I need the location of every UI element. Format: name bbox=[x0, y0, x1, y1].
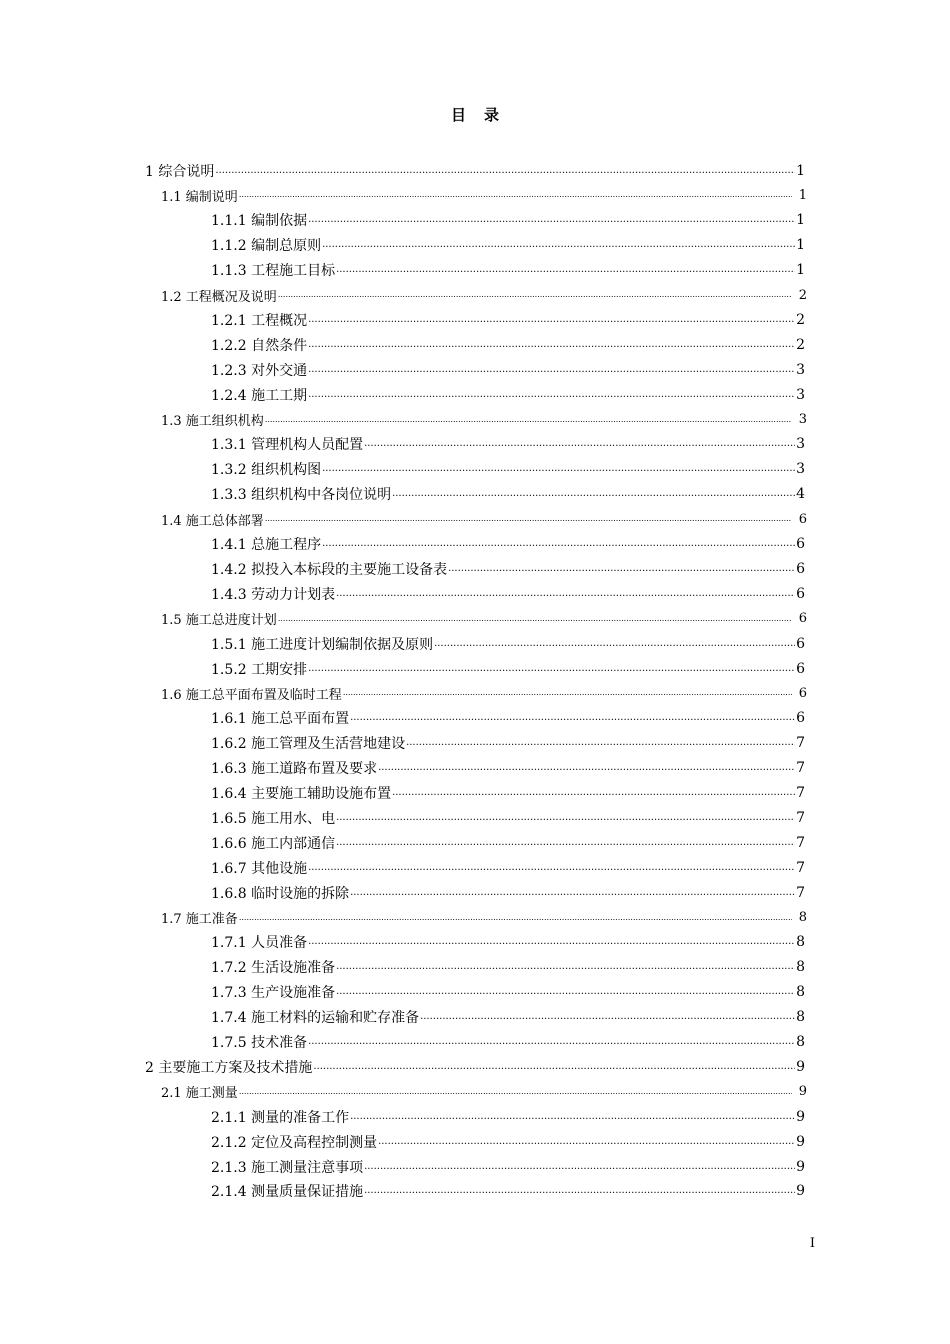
toc-entry-page: 7 bbox=[796, 760, 805, 777]
toc-entry-label: 1.1.3 工程施工目标 bbox=[211, 263, 336, 280]
toc-entry[interactable] bbox=[211, 706, 805, 731]
toc-entry-page: 8 bbox=[798, 910, 807, 925]
toc-entry-page: 7 bbox=[796, 809, 805, 826]
toc-leader-dots bbox=[308, 1037, 795, 1047]
toc-entry-page: 3 bbox=[796, 386, 805, 403]
toc-entry-page: 9 bbox=[796, 1108, 805, 1125]
toc-entry-label: 1.3.1 管理机构人员配置 bbox=[211, 437, 364, 454]
toc-entry-label: 1.1.2 编制总原则 bbox=[211, 238, 322, 255]
toc-entry-label: 1.2.3 对外交通 bbox=[211, 362, 308, 379]
toc-entry-label: 1.6.5 施工用水、电 bbox=[211, 810, 336, 827]
toc-leader-dots bbox=[350, 888, 795, 898]
toc-entry-label: 1.7.2 生活设施准备 bbox=[211, 960, 336, 977]
toc-leader-dots bbox=[406, 738, 795, 748]
footer-page-number: I bbox=[809, 1236, 815, 1251]
toc-entry-label: 1.2.1 工程概况 bbox=[211, 312, 308, 329]
toc-entry[interactable] bbox=[211, 1030, 805, 1055]
toc-entry[interactable] bbox=[211, 781, 805, 806]
toc-leader-dots bbox=[392, 489, 795, 499]
toc-entry[interactable] bbox=[211, 357, 805, 382]
toc-entry[interactable] bbox=[161, 905, 807, 930]
toc-entry-label: 1.7.5 技术准备 bbox=[211, 1035, 308, 1051]
toc-leader-dots bbox=[434, 639, 795, 649]
toc-entry[interactable] bbox=[161, 681, 807, 706]
toc-leader-dots bbox=[448, 564, 795, 574]
toc-entry-page: 2 bbox=[796, 311, 805, 328]
toc-leader-dots bbox=[322, 464, 795, 474]
toc-entry-page: 7 bbox=[796, 834, 805, 851]
toc-entry[interactable] bbox=[211, 731, 805, 756]
toc-entry-label: 1.3.2 组织机构图 bbox=[211, 462, 322, 479]
toc-entry-page: 6 bbox=[796, 536, 805, 552]
toc-entry-page: 6 bbox=[796, 660, 805, 677]
toc-entry[interactable] bbox=[211, 631, 805, 656]
toc-leader-dots bbox=[239, 191, 792, 199]
toc-entry[interactable] bbox=[211, 208, 805, 233]
toc-entry[interactable] bbox=[211, 233, 805, 258]
toc-entry[interactable] bbox=[211, 1005, 805, 1030]
page-title bbox=[0, 104, 950, 125]
toc-leader-dots bbox=[322, 240, 795, 250]
toc-entry[interactable] bbox=[211, 382, 805, 407]
toc-entry-label: 1.6.7 其他设施 bbox=[211, 860, 308, 877]
toc-entry-label: 1.4.1 总施工程序 bbox=[211, 537, 322, 553]
toc-entry[interactable] bbox=[211, 482, 805, 507]
toc-leader-dots bbox=[215, 166, 795, 176]
page-title-part2: 录 bbox=[484, 106, 500, 124]
toc-entry-label: 1.5 施工总进度计划 bbox=[161, 613, 277, 629]
toc-leader-dots bbox=[265, 416, 792, 424]
toc-entry-page: 9 bbox=[796, 1158, 805, 1175]
toc-entry[interactable] bbox=[161, 507, 807, 532]
toc-leader-dots bbox=[420, 1012, 795, 1022]
toc-entry-page: 8 bbox=[796, 1034, 805, 1050]
toc-entry-page: 4 bbox=[796, 486, 805, 503]
toc-leader-dots bbox=[364, 1162, 795, 1172]
toc-leader-dots bbox=[378, 763, 795, 773]
toc-leader-dots bbox=[308, 664, 795, 674]
toc-entry[interactable] bbox=[145, 158, 805, 183]
toc-leader-dots bbox=[308, 340, 795, 350]
toc-leader-dots bbox=[239, 914, 792, 922]
toc-entry-label: 1.5.2 工期安排 bbox=[211, 661, 308, 678]
toc-entry-page: 7 bbox=[796, 785, 805, 801]
toc-entry-label: 1.7.3 生产设施准备 bbox=[211, 985, 336, 1002]
toc-entry[interactable] bbox=[211, 1104, 805, 1129]
toc-entry-label: 2.1.4 测量质量保证措施 bbox=[211, 1184, 364, 1201]
toc-leader-dots bbox=[378, 1137, 795, 1147]
toc-entry-label: 2.1.1 测量的准备工作 bbox=[211, 1109, 350, 1126]
toc-entry[interactable] bbox=[145, 1054, 805, 1079]
toc-entry-label: 1.3.3 组织机构中各岗位说明 bbox=[211, 487, 392, 504]
toc-entry-page: 1 bbox=[798, 187, 807, 203]
toc-entry[interactable] bbox=[211, 1179, 805, 1204]
toc-entry-label: 1.1.1 编制依据 bbox=[211, 213, 308, 230]
toc-entry-label: 2.1.3 施工测量注意事项 bbox=[211, 1159, 364, 1176]
toc-entry-page: 8 bbox=[796, 984, 805, 1001]
toc-leader-dots bbox=[364, 439, 795, 449]
toc-entry-page: 1 bbox=[796, 212, 805, 229]
toc-leader-dots bbox=[308, 315, 795, 325]
toc-leader-dots bbox=[336, 987, 795, 997]
toc-entry-label: 1.5.1 施工进度计划编制依据及原则 bbox=[211, 636, 434, 653]
toc-entry-page: 1 bbox=[796, 262, 805, 279]
toc-entry-page: 7 bbox=[796, 735, 805, 752]
toc-entry-label: 1.4.3 劳动力计划表 bbox=[211, 586, 336, 603]
toc-entry-label: 2.1.2 定位及高程控制测量 bbox=[211, 1134, 378, 1151]
toc-leader-dots bbox=[336, 813, 795, 823]
toc-entry-page: 6 bbox=[796, 635, 805, 652]
toc-entry-page: 6 bbox=[798, 685, 807, 701]
toc-entry-label: 1.1 编制说明 bbox=[161, 189, 238, 205]
toc-leader-dots bbox=[336, 962, 795, 972]
toc-entry-page: 6 bbox=[796, 710, 805, 727]
toc-entry-label: 1.4 施工总体部署 bbox=[161, 513, 264, 529]
toc-entry[interactable] bbox=[211, 532, 805, 557]
toc-leader-dots bbox=[313, 1062, 795, 1072]
toc-leader-dots bbox=[392, 788, 795, 798]
toc-entry-page: 1 bbox=[796, 162, 805, 179]
toc-leader-dots bbox=[343, 689, 792, 697]
toc-entry-page: 2 bbox=[798, 287, 807, 303]
toc-leader-dots bbox=[364, 1186, 795, 1196]
toc-entry-page: 6 bbox=[798, 511, 807, 527]
toc-entry[interactable] bbox=[211, 258, 805, 283]
toc-entry-page: 6 bbox=[798, 611, 807, 627]
toc-entry-label: 1.7.1 人员准备 bbox=[211, 935, 308, 952]
toc-leader-dots bbox=[239, 1088, 792, 1096]
toc-entry[interactable] bbox=[211, 432, 805, 457]
toc-leader-dots bbox=[308, 937, 795, 947]
toc-entry[interactable] bbox=[211, 830, 805, 855]
toc-entry-label: 1.6.6 施工内部通信 bbox=[211, 835, 336, 852]
toc-leader-dots bbox=[336, 265, 795, 275]
toc-entry-label: 1.6.4 主要施工辅助设施布置 bbox=[211, 786, 392, 802]
toc-leader-dots bbox=[265, 515, 792, 523]
toc-entry-page: 7 bbox=[796, 884, 805, 901]
toc-entry-page: 8 bbox=[796, 934, 805, 951]
toc-entry[interactable] bbox=[211, 332, 805, 357]
toc-entry[interactable] bbox=[211, 805, 805, 830]
toc-entry-label: 1.6.3 施工道路布置及要求 bbox=[211, 761, 378, 778]
toc-leader-dots bbox=[308, 863, 795, 873]
toc-leader-dots bbox=[308, 390, 795, 400]
toc-entry[interactable] bbox=[161, 606, 807, 631]
toc-entry-page: 7 bbox=[796, 859, 805, 876]
toc-entry-page: 9 bbox=[798, 1084, 807, 1100]
toc-entry-label: 1 综合说明 bbox=[145, 163, 215, 180]
toc-leader-dots bbox=[278, 615, 792, 623]
toc-entry[interactable] bbox=[161, 407, 807, 432]
toc-leader-dots bbox=[278, 291, 792, 299]
toc-entry-label: 1.7 施工准备 bbox=[161, 912, 238, 927]
toc-entry-page: 8 bbox=[796, 1009, 805, 1026]
toc-entry[interactable] bbox=[211, 855, 805, 880]
toc-entry[interactable] bbox=[211, 556, 805, 581]
toc-entry-label: 1.6.2 施工管理及生活营地建设 bbox=[211, 736, 406, 753]
toc-entry[interactable] bbox=[211, 880, 805, 905]
toc-entry-label: 1.3 施工组织机构 bbox=[161, 414, 264, 429]
toc-leader-dots bbox=[336, 838, 795, 848]
page-title-part1: 目 bbox=[450, 106, 466, 124]
toc-entry[interactable] bbox=[211, 457, 805, 482]
toc-entry[interactable] bbox=[161, 183, 807, 208]
toc-entry[interactable] bbox=[211, 1154, 805, 1179]
toc-entry-label: 2.1 施工测量 bbox=[161, 1086, 238, 1102]
toc-leader-dots bbox=[322, 539, 795, 549]
toc-leader-dots bbox=[350, 713, 795, 723]
toc-entry-page: 3 bbox=[798, 412, 807, 427]
toc-leader-dots bbox=[308, 365, 795, 375]
toc-entry-label: 1.2.4 施工工期 bbox=[211, 387, 308, 404]
toc-entry-page: 9 bbox=[796, 1058, 805, 1075]
toc-entry-label: 1.2 工程概况及说明 bbox=[161, 289, 277, 305]
toc-entry[interactable] bbox=[211, 656, 805, 681]
toc-entry-page: 8 bbox=[796, 959, 805, 976]
toc-entry-page: 3 bbox=[796, 436, 805, 453]
toc-entry[interactable] bbox=[211, 581, 805, 606]
toc-entry-label: 1.6.1 施工总平面布置 bbox=[211, 711, 350, 728]
toc-entry-label: 1.7.4 施工材料的运输和贮存准备 bbox=[211, 1010, 420, 1027]
toc-entry-page: 1 bbox=[796, 237, 805, 254]
toc-entry[interactable] bbox=[211, 756, 805, 781]
toc-entry[interactable] bbox=[161, 1079, 807, 1104]
toc-entry-label: 1.6.8 临时设施的拆除 bbox=[211, 885, 350, 902]
toc-entry[interactable] bbox=[211, 955, 805, 980]
toc-entry-page: 9 bbox=[796, 1183, 805, 1200]
toc-entry-page: 2 bbox=[796, 336, 805, 353]
toc-entry[interactable] bbox=[211, 980, 805, 1005]
toc-entry-label: 1.4.2 拟投入本标段的主要施工设备表 bbox=[211, 561, 448, 578]
toc-entry[interactable] bbox=[211, 1129, 805, 1154]
toc-entry-label: 1.2.2 自然条件 bbox=[211, 337, 308, 354]
toc-entry-label: 1.6 施工总平面布置及临时工程 bbox=[161, 687, 342, 703]
toc-leader-dots bbox=[336, 589, 795, 599]
toc-entry[interactable] bbox=[211, 307, 805, 332]
toc-entry[interactable] bbox=[161, 283, 807, 308]
toc-entry-page: 3 bbox=[796, 361, 805, 378]
toc-entry-page: 9 bbox=[796, 1133, 805, 1150]
toc-entry-label: 2 主要施工方案及技术措施 bbox=[145, 1059, 313, 1076]
toc-leader-dots bbox=[308, 215, 795, 225]
toc-leader-dots bbox=[350, 1112, 795, 1122]
toc-entry-page: 3 bbox=[796, 461, 805, 478]
toc-entry[interactable] bbox=[211, 930, 805, 955]
toc-entry-page: 6 bbox=[796, 560, 805, 577]
toc-entry-page: 6 bbox=[796, 585, 805, 602]
